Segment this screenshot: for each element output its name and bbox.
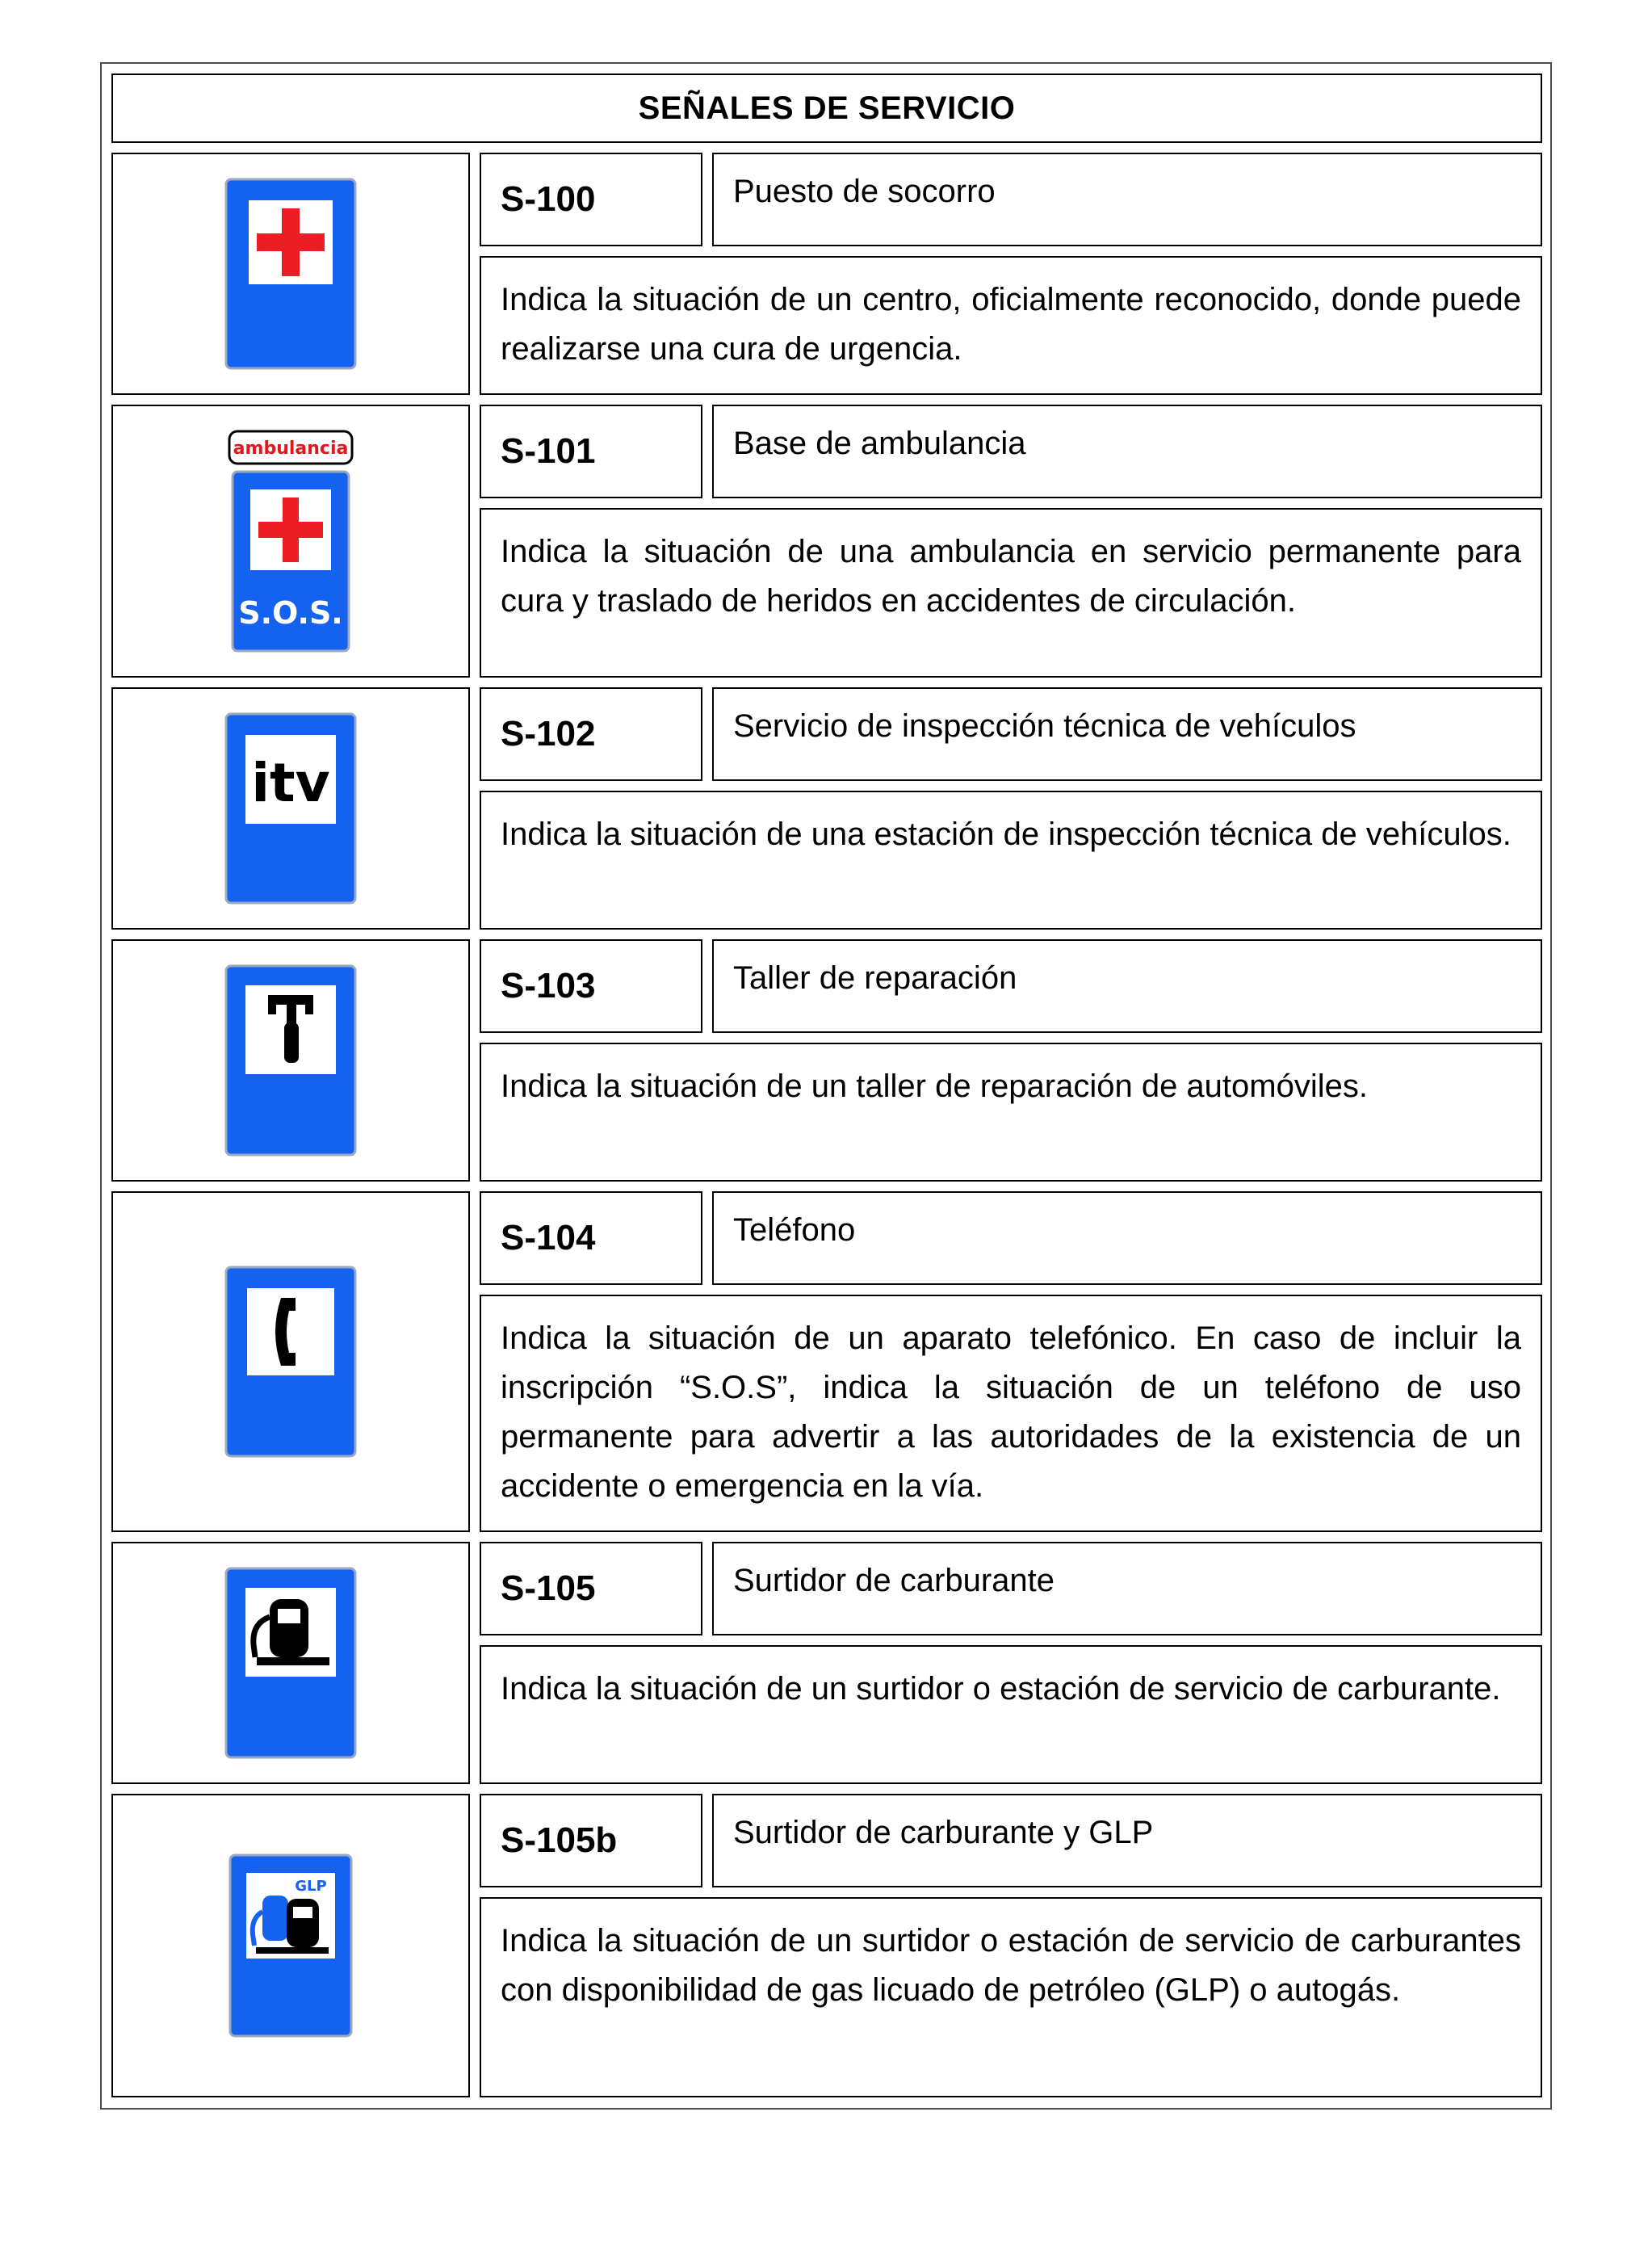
sign-name-cell bbox=[712, 405, 1542, 498]
sign-description-cell bbox=[480, 1295, 1542, 1532]
sign-name: Servicio de inspección técnica de vehículos bbox=[733, 708, 1356, 744]
itv-label: itv bbox=[251, 752, 330, 814]
sign-code-cell bbox=[480, 153, 702, 246]
sign-code-cell bbox=[480, 405, 702, 498]
telephone-icon bbox=[224, 1266, 357, 1458]
table-header bbox=[111, 73, 1542, 143]
sign-name: Surtidor de carburante bbox=[733, 1563, 1055, 1598]
sign-code: S-102 bbox=[501, 714, 596, 754]
sign-code: S-105 bbox=[501, 1568, 596, 1608]
sign-code: S-105b bbox=[501, 1820, 618, 1860]
sign-description-cell bbox=[480, 1897, 1542, 2097]
sign-description-cell bbox=[480, 1645, 1542, 1784]
sign-code-cell bbox=[480, 1542, 702, 1635]
sign-code-cell bbox=[480, 1191, 702, 1285]
ambulance-label: ambulancia bbox=[233, 439, 349, 459]
sign-description: Indica la situación de un aparato telefónico. En caso de incluir la inscripción “S.O.S”, indica la situación de un teléfono de uso permanente para advertir a las autoridades de la existencia de un accidente o emergencia en la vía. bbox=[501, 1320, 1521, 1504]
sos-label: S.O.S. bbox=[238, 595, 343, 631]
sign-code-cell bbox=[480, 939, 702, 1033]
sign-name: Surtidor de carburante y GLP bbox=[733, 1815, 1154, 1850]
glp-label: GLP bbox=[295, 1878, 327, 1895]
sign-name: Base de ambulancia bbox=[733, 426, 1026, 461]
sign-name-cell bbox=[712, 153, 1542, 246]
sign-code: S-101 bbox=[501, 431, 596, 471]
sign-image-cell bbox=[111, 1542, 470, 1784]
sign-image-cell bbox=[111, 687, 470, 930]
itv-icon bbox=[224, 712, 357, 905]
sign-description: Indica la situación de un surtidor o estación de servicio de carburante. bbox=[501, 1671, 1501, 1707]
sign-image-cell bbox=[111, 1191, 470, 1532]
sign-code-cell bbox=[480, 1794, 702, 1887]
sign-name-cell bbox=[712, 687, 1542, 781]
sign-description-cell bbox=[480, 508, 1542, 678]
sign-name-cell bbox=[712, 1794, 1542, 1887]
sign-code-cell bbox=[480, 687, 702, 781]
sign-image-cell bbox=[111, 153, 470, 395]
sign-image-cell bbox=[111, 405, 470, 678]
sign-name: Puesto de socorro bbox=[733, 174, 996, 209]
sign-name-cell bbox=[712, 1542, 1542, 1635]
sign-name: Taller de reparación bbox=[733, 960, 1017, 996]
sign-description-cell bbox=[480, 791, 1542, 930]
sign-image-cell bbox=[111, 939, 470, 1182]
sign-code: S-100 bbox=[501, 179, 596, 219]
sign-name-cell bbox=[712, 939, 1542, 1033]
sign-description: Indica la situación de un centro, oficialmente reconocido, donde puede realizarse una cura de urgencia. bbox=[501, 282, 1521, 367]
sign-name-cell bbox=[712, 1191, 1542, 1285]
page-title: SEÑALES DE SERVICIO bbox=[638, 90, 1016, 126]
sign-image-cell bbox=[111, 1794, 470, 2097]
sign-description-cell bbox=[480, 256, 1542, 395]
sign-description: Indica la situación de un taller de reparación de automóviles. bbox=[501, 1069, 1368, 1104]
sign-code: S-103 bbox=[501, 966, 596, 1006]
sign-description: Indica la situación de un surtidor o estación de servicio de carburantes con disponibilidad de gas licuado de petróleo (GLP) o autogás. bbox=[501, 1923, 1521, 2008]
fuel-pump-icon bbox=[224, 1567, 357, 1759]
sign-name: Teléfono bbox=[733, 1212, 856, 1248]
sign-description: Indica la situación de una estación de inspección técnica de vehículos. bbox=[501, 817, 1512, 852]
ambulance-sos-icon bbox=[226, 430, 355, 653]
fuel-pump-glp-icon bbox=[229, 1854, 353, 2038]
sign-code: S-104 bbox=[501, 1218, 596, 1257]
sign-description: Indica la situación de una ambulancia en servicio permanente para cura y traslado de heridos en accidentes de circulación. bbox=[501, 534, 1521, 619]
sign-description-cell bbox=[480, 1043, 1542, 1182]
wrench-icon bbox=[224, 964, 357, 1157]
first-aid-cross-icon bbox=[224, 178, 357, 370]
